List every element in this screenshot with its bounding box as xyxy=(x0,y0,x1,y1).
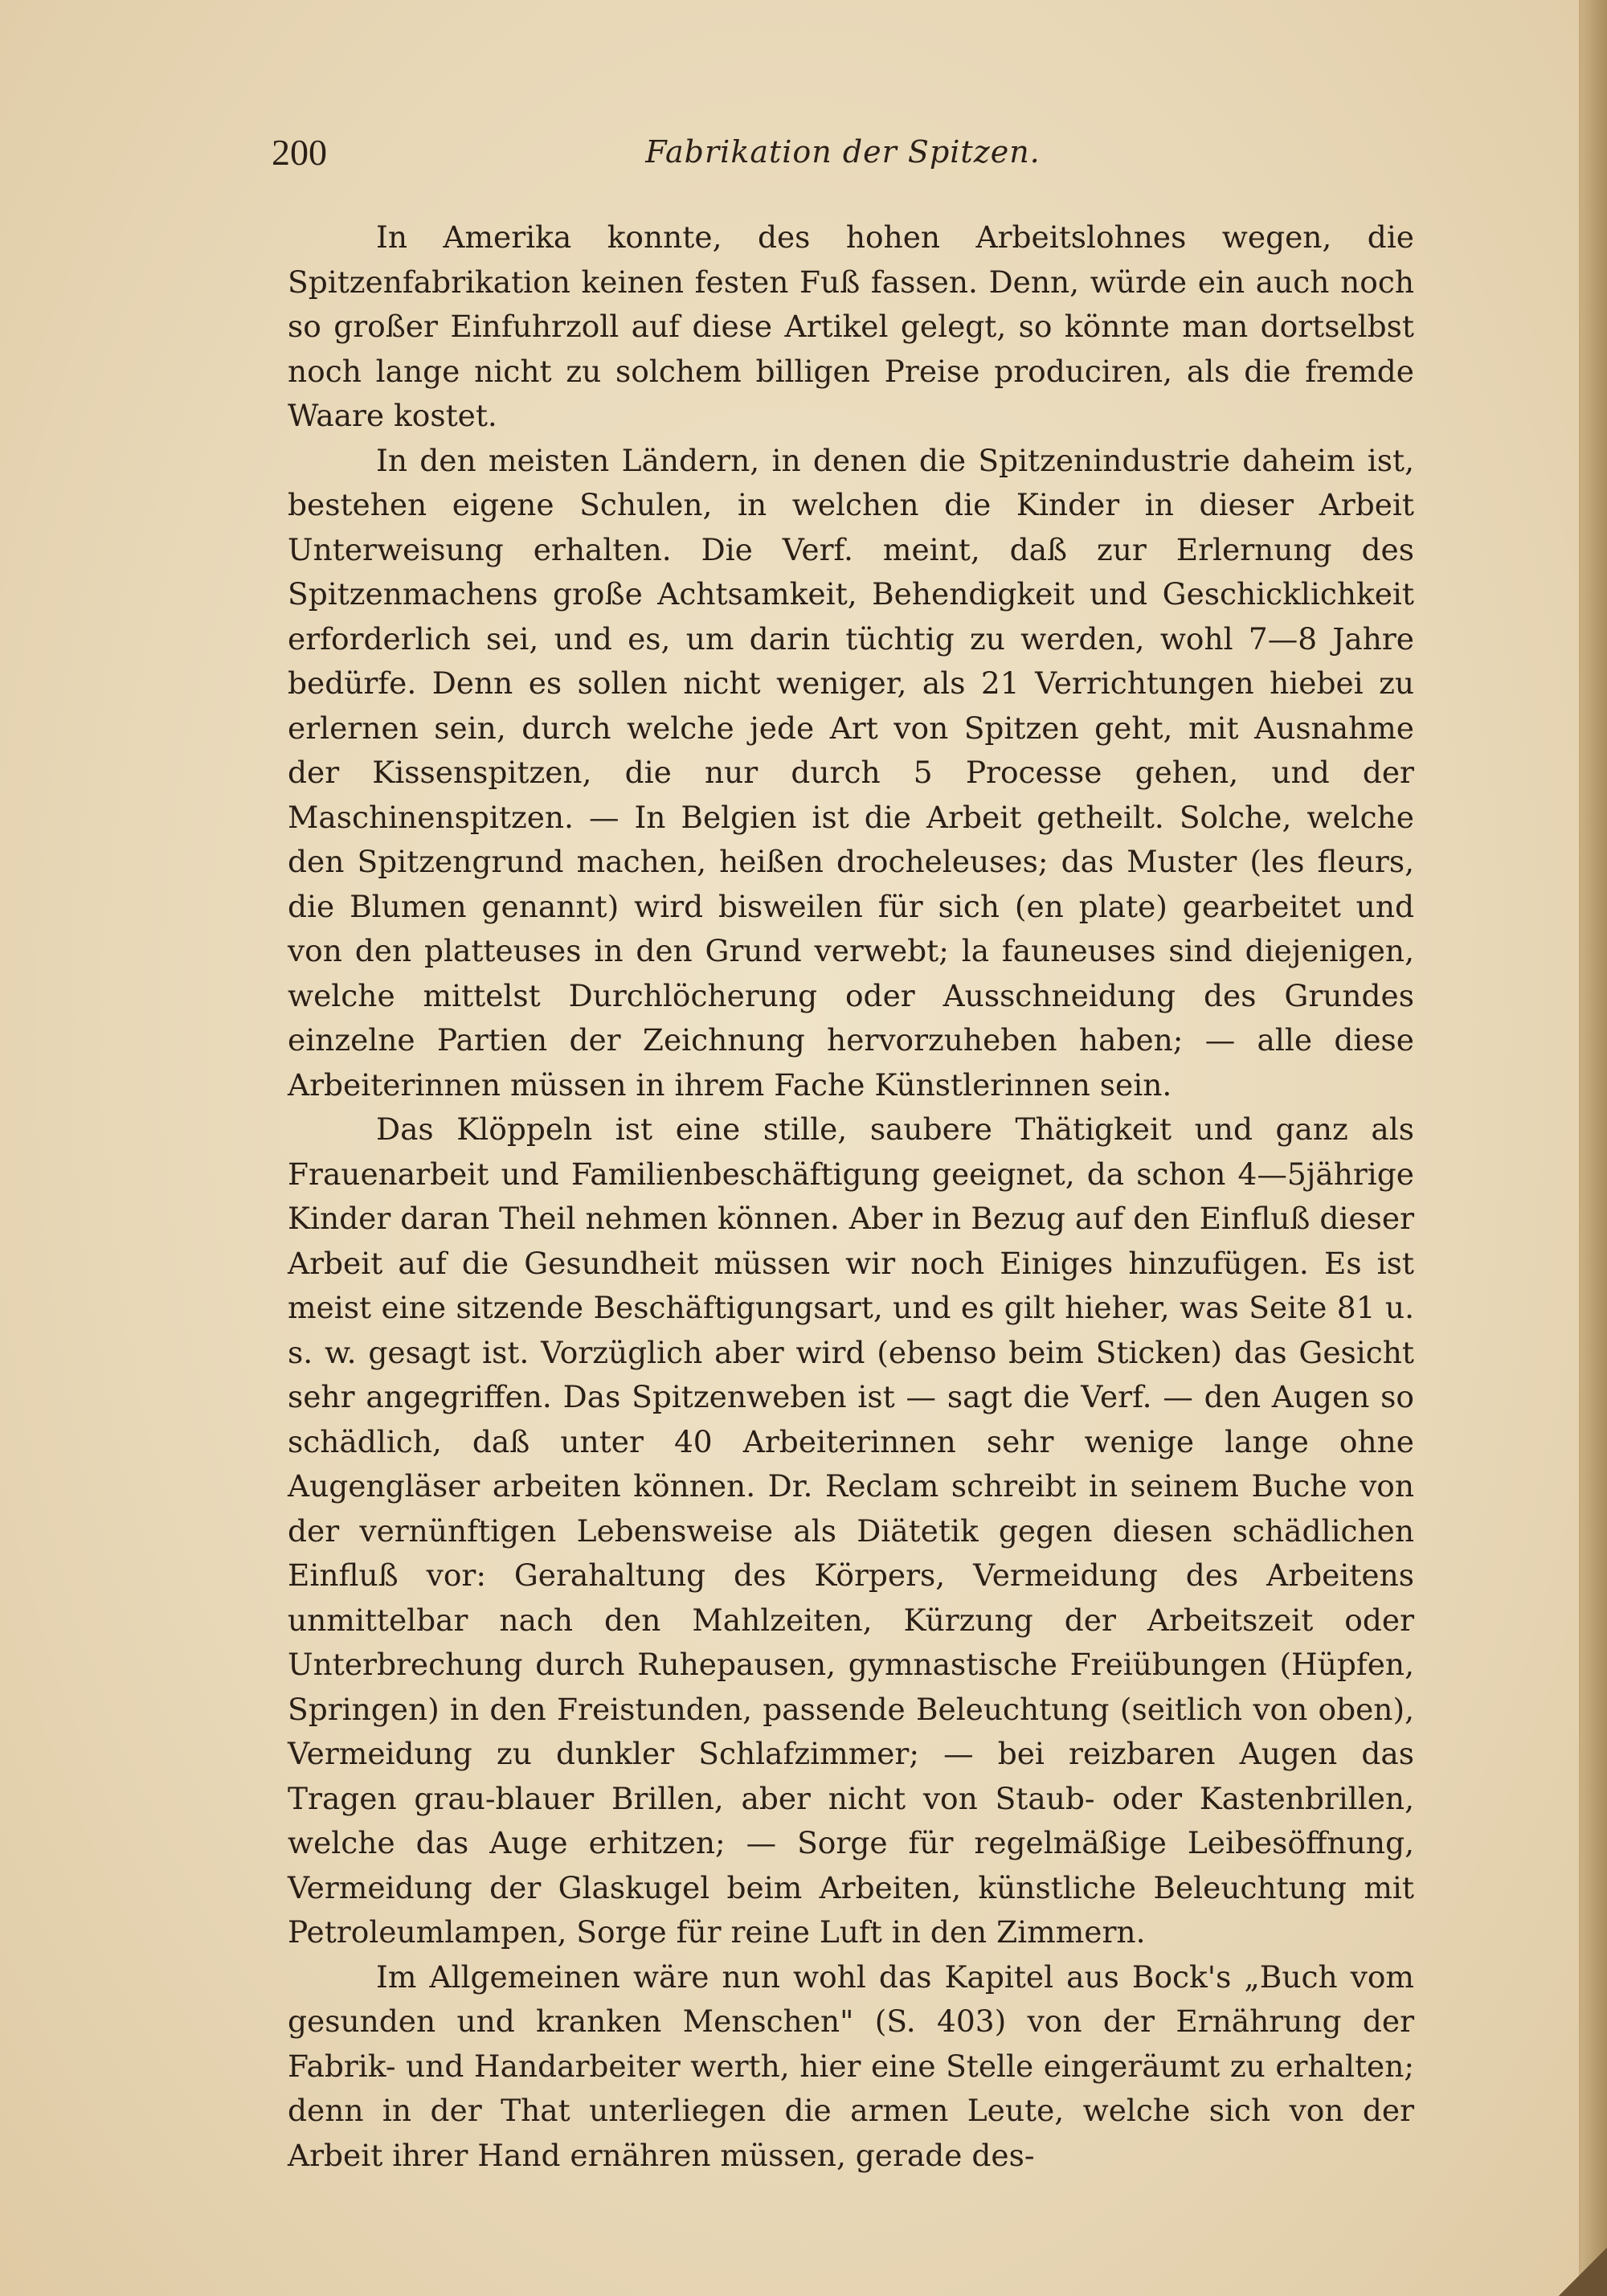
running-title: Fabrikation der Spitzen. xyxy=(645,134,1041,170)
paragraph: Im Allgemeinen wäre nun wohl das Kapitel aus Bock's „Buch vom gesunden und kranken Menschen" (S. 403) von der Ernährung der Fabrik- und Handarbeiter werth, hier eine Stelle eingeräumt zu erhalten; denn in der That unterliegen die armen Leute, welche sich von der Arbeit ihrer Hand ernähren müssen, gerade des- xyxy=(288,1958,1414,2173)
page-number: 200 xyxy=(272,132,327,173)
paragraph: Das Klöppeln ist eine stille, saubere Thätigkeit und ganz als Frauenarbeit und Familienbeschäftigung geeignet, da schon 4—5jährige Kinder daran Theil nehmen können. Aber in Bezug auf den Einfluß dieser Arbeit auf die Gesundheit müssen wir noch Einiges hinzufügen. Es ist meist eine sitzende Beschäftigungsart, und es gilt hieher, was Seite 81 u. s. w. gesagt ist. Vorzüglich aber wird (ebenso beim Sticken) das Gesicht sehr angegriffen. Das Spitzenweben ist — sagt die Verf. — den Augen so schädlich, daß unter 40 Arbeiterinnen sehr wenige lange ohne Augengläser arbeiten können. Dr. Reclam schreibt in seinem Buche von der vernünftigen Lebensweise als Diätetik gegen diesen schädlichen Einfluß vor: Gerahaltung des Körpers, Vermeidung des Arbeitens unmittelbar nach den Mahlzeiten, Kürzung der Arbeitszeit oder Unterbrechung durch Ruhepausen, gymnastische Freiübungen (Hüpfen, Springen) in den Freistunden, passende Beleuchtung (seitlich von oben), Vermeidung zu dunkler Schlafzimmer; — bei reizbaren Augen das Tragen grau-blauer Brillen, aber nicht von Staub- oder Kastenbrillen, welche das Auge erhitzen; — Sorge für regelmäßige Leibesöffnung, Vermeidung der Glaskugel beim Arbeiten, künstliche Beleuchtung mit Petroleumlampen, Sorge für reine Luft in den Zimmern. xyxy=(288,1111,1414,1950)
page-edge xyxy=(1581,0,1607,2296)
body-text xyxy=(288,215,1414,2178)
page-header xyxy=(272,131,1414,179)
paragraph: In den meisten Ländern, in denen die Spitzenindustrie daheim ist, bestehen eigene Schulen, in welchen die Kinder in dieser Arbeit Unterweisung erhalten. Die Verf. meint, daß zur Erlernung des Spitzenmachens große Achtsamkeit, Behendigkeit und Geschicklichkeit erforderlich sei, und es, um darin tüchtig zu werden, wohl 7—8 Jahre bedürfe. Denn es sollen nicht weniger, als 21 Verrichtungen hiebei zu erlernen sein, durch welche jede Art von Spitzen geht, mit Ausnahme der Kissenspitzen, die nur durch 5 Processe gehen, und der Maschinenspitzen. — In Belgien ist die Arbeit getheilt. Solche, welche den Spitzengrund machen, heißen drocheleuses; das Muster (les fleurs, die Blumen genannt) wird bisweilen für sich (en plate) gearbeitet und von den platteuses in den Grund verwebt; la fauneuses sind diejenigen, welche mittelst Durchlöcherung oder Ausschneidung des Grundes einzelne Partien der Zeichnung hervorzuheben haben; — alle diese Arbeiterinnen müssen in ihrem Fache Künstlerinnen sein. xyxy=(288,442,1414,1103)
page-corner xyxy=(1559,2248,1607,2296)
paragraph: In Amerika konnte, des hohen Arbeitslohnes wegen, die Spitzenfabrikation keinen festen Fuß fassen. Denn, würde ein auch noch so großer Einfuhrzoll auf diese Artikel gelegt, so könnte man dortselbst noch lange nicht zu solchem billigen Preise produciren, als die fremde Waare kostet. xyxy=(288,219,1414,433)
